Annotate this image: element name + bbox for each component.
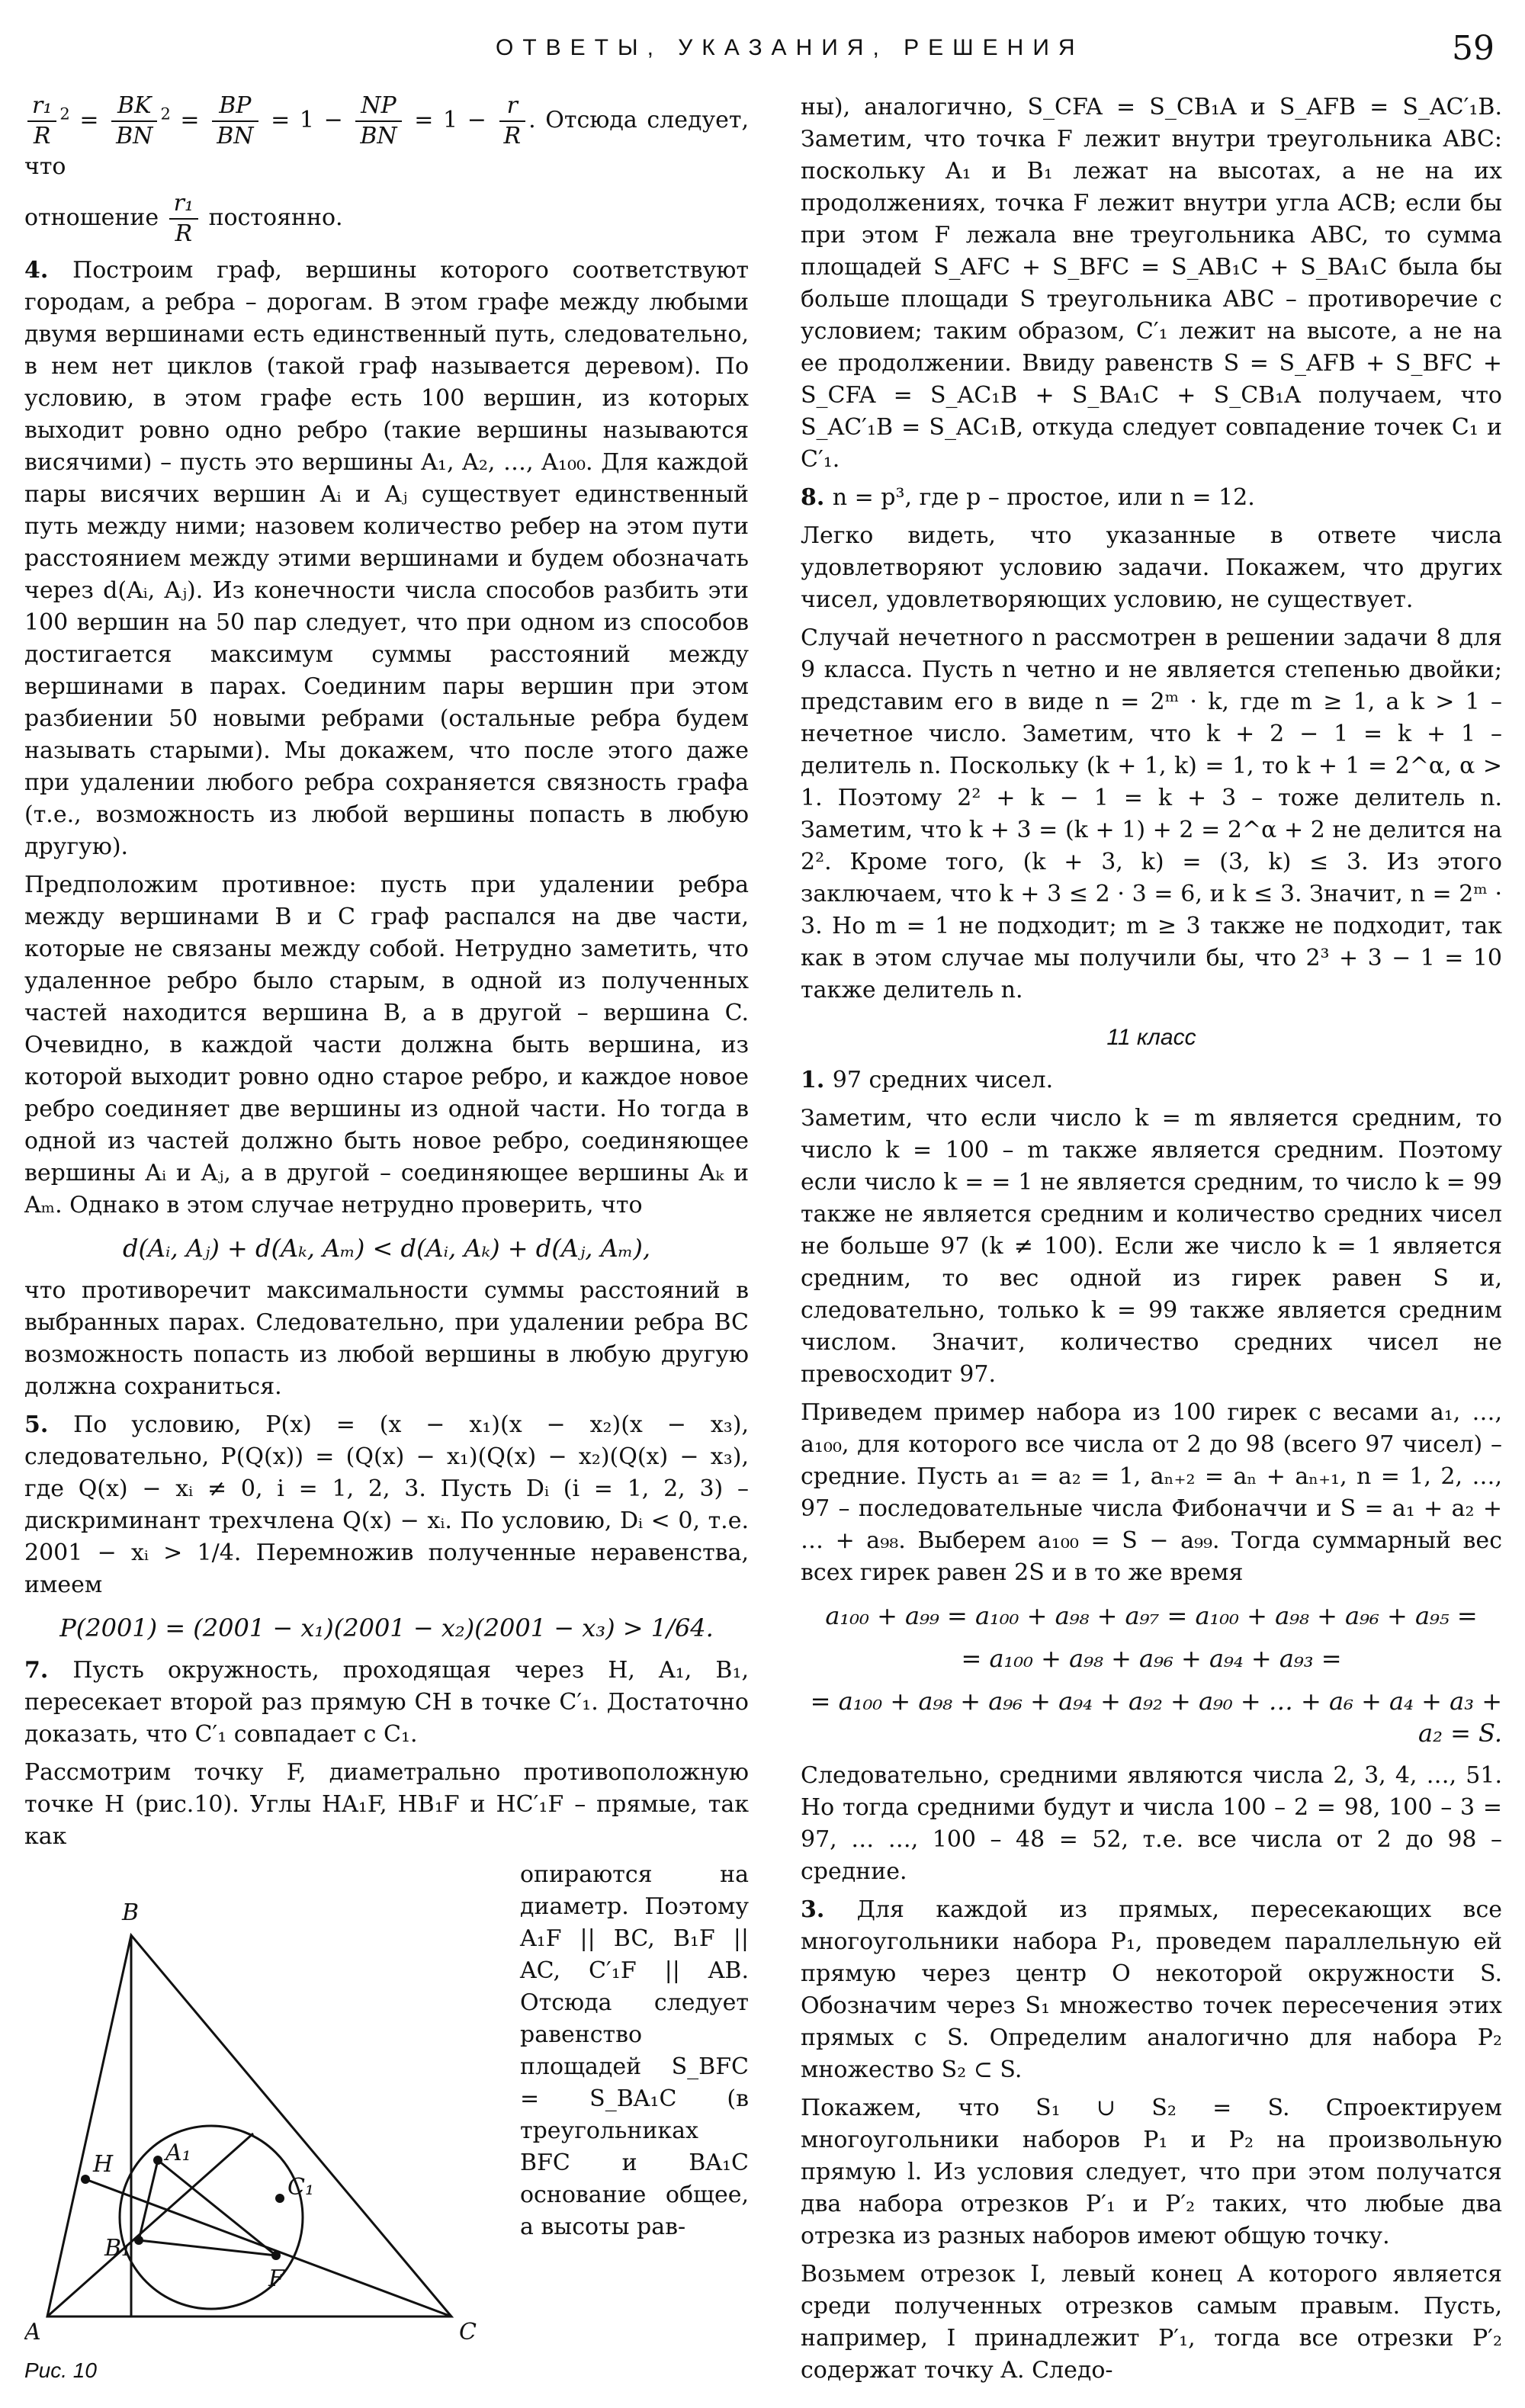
label-H: H	[93, 2151, 114, 2178]
problem-4-inequality: d(Aᵢ, Aⱼ) + d(Aₖ, Aₘ) < d(Aᵢ, Aₖ) + d(Aⱼ, Aₘ),	[122, 1234, 651, 1263]
ratio-equation: $\frac{\text{r₁}}{R}$ $^2$ = $\frac{BK}{BN}$ $^2$ = $\frac{BP}{BN}$ = 1 − $\frac{NP}{BN}$ = 1 − $\frac{r}{R}$ . Отсюда следует, что	[24, 92, 749, 180]
problem-8-para-2: Случай нечетного n рассмотрен в решении задачи 8 для 9 класса. Пусть n четно и не является степенью двойки; представим его в виде n = 2ᵐ · k, где m ≥ 1, а k > 1 – нечетное число. Заметим, что k + 2 − 1 = k + 1 – делитель n. Поскольку (k + 1, k) = 1, то k + 1 = 2^α, α > 1. Поэтому 2² + k − 1 = k + 3 – тоже делитель n. Заметим, что k + 3 = (k + 1) + 2 = 2^α + 2 не делится на 2². Кроме того, (k + 3, k) = (3, k) ≤ 3. Из этого заключаем, что k + 3 ≤ 2 · 3 = 6, и k ≤ 3. Значит, n = 2ᵐ · 3. Но m = 1 не подходит; m ≥ 3 также не подходит, так как в этом случае мы получили бы, что 2³ + 3 − 1 = 10 также делитель n.	[801, 624, 1502, 1003]
left-column	[24, 92, 749, 2408]
problem-3-para-3: Возьмем отрезок I, левый конец A которого является среди полученных отрезков самым правым. Пусть, например, I принадлежит P′₁, тогда все отрезки P′₂ содержат точку A. Следо-	[801, 2261, 1502, 2384]
label-A1: A₁	[165, 2140, 191, 2166]
problem-3-para-2: Покажем, что S₁ ∪ S₂ = S. Спроектируем многоугольники наборов P₁ и P₂ на произвольную прямую l. Из условия следует, что при этом получатся два набора отрезков P′₁ и P′₂ таких, что любые два отрезка из разных наборов имеют общую точку.	[801, 2095, 1502, 2249]
page-header	[0, 29, 1525, 75]
problem-8-answer: 8. n = p³, где p – простое, или n = 12.	[801, 484, 1255, 511]
label-F: F	[268, 2265, 284, 2292]
problem-1-eq-line-1: a₁₀₀ + a₉₉ = a₁₀₀ + a₉₈ + a₉₇ = a₁₀₀ + a₉₈ + a₉₆ + a₉₅ =	[825, 1601, 1478, 1630]
problem-7-intro: 7. Пусть окружность, проходящая через H, A₁, B₁, пересекает второй раз прямую CH в точке C′₁. Достаточно доказать, что C′₁ совпадает с C₁.	[24, 1657, 750, 1748]
right-column	[801, 92, 1502, 2393]
problem-4-conclusion: что противоречит максимальности суммы расстояний в выбранных парах. Следовательно, при удалении ребра BC возможность попасть из любой вершины в любую другую должна сохраниться.	[24, 1277, 749, 1400]
figure-10-block	[24, 1859, 749, 2408]
problem-7-continuation: ны), аналогично, S_CFA = S_CB₁A и S_AFB = S_AC′₁B. Заметим, что точка F лежит внутри треугольника ABC: поскольку A₁ и B₁ лежат на высотах, а не на их продолжениях, точка F лежит внутри угла ACB; если бы при этом F лежала вне треугольника ABC, то сумма площадей S_AFC + S_BFC = S_AB₁C + S_BA₁C была бы больше площади S треугольника ABC – противоречие с условием; таким образом, C′₁ лежит на высоте, а не на ее продолжении. Ввиду равенств S = S_AFB + S_BFC + S_CFA = S_AC₁B + S_BA₁C + S_CB₁A получаем, что S_AC′₁B = S_AC₁B, откуда следует совпадение точек C₁ и C′₁.	[801, 94, 1502, 473]
figure-10-diagram	[24, 1859, 505, 2408]
label-C: C	[459, 2319, 477, 2345]
problem-8-para-1: Легко видеть, что указанные в ответе числа удовлетворяют условию задачи. Покажем, что других чисел, удовлетворяющих условию, не существует.	[801, 522, 1502, 613]
label-B1: B₁	[104, 2235, 131, 2262]
problem-1-para-1: Заметим, что если число k = m является средним, то число k = 100 – m также является средним. Поэтому если число k = = 1 не является средним, то число k = 99 также не является средним и количество средних чисел не больше 97 (k ≠ 100). Если же число k = 1 является средним, то вес одной из гирек равен S и, следовательно, только k = 99 также является средним числом. Значит, количество средних чисел не превосходит 97.	[801, 1105, 1502, 1388]
section-heading: 11 класс	[1106, 1025, 1196, 1050]
problem-3-para-1: 3. Для каждой из прямых, пересекающих все многоугольники набора P₁, проведем параллельную ей прямую через центр O некоторой окружности S. Обозначим через S₁ множество точек пересечения этих прямых с S. Определим аналогично для набора P₂ множество S₂ ⊂ S.	[801, 1896, 1503, 2083]
problem-7-side-text: опираются на диаметр. Поэтому A₁F || BC, B₁F || AC, C′₁F || AB. Отсюда следует равенство площадей S_BFC = S_BA₁C (в треугольниках BFC и BA₁C основание общее, а высоты рав-	[520, 1861, 749, 2240]
running-title: ОТВЕТЫ, УКАЗАНИЯ, РЕШЕНИЯ	[496, 35, 1084, 60]
problem-1-conclusion: Следовательно, средними являются числа 2, 3, 4, …, 51. Но тогда средними будут и числа 100 – 2 = 98, 100 – 3 = 97, … …, 100 – 48 = 52, т.е. все числа от 2 до 98 – средние.	[801, 1762, 1502, 1885]
ratio-constant: отношение $\frac{\text{r₁}}{R}$ постоянно.	[24, 190, 343, 247]
problem-5: 5. По условию, P(x) = (x − x₁)(x − x₂)(x − x₃), следовательно, P(Q(x)) = (Q(x) − x₁)(Q(x) − x₂)(Q(x) − x₃), где Q(x) − xᵢ ≠ 0, i = 1, 2, 3. Пусть Dᵢ (i = 1, 2, 3) – дискриминант трехчлена Q(x) − xᵢ. По условию, Dᵢ < 0, т.е. 2001 − xᵢ > 1/4. Перемножив полученные неравенства, имеем	[24, 1411, 749, 1598]
problem-1-eq-line-2: = a₁₀₀ + a₉₈ + a₉₆ + a₉₄ + a₉₃ =	[961, 1644, 1342, 1673]
label-B: B	[122, 1899, 140, 1926]
problem-5-equation: P(2001) = (2001 − x₁)(2001 − x₂)(2001 − x₃) > 1/64.	[59, 1613, 714, 1642]
problem-1-para-2: Приведем пример набора из 100 гирек с весами a₁, …, a₁₀₀, для которого все числа от 2 до 98 (всего 97 чисел) – средние. Пусть a₁ = a₂ = 1, aₙ₊₂ = aₙ + aₙ₊₁, n = 1, 2, …, 97 – последовательные числа Фибоначчи и S = a₁ + a₂ + … + a₉₈. Выберем a₁₀₀ = S − a₉₉. Тогда суммарный вес всех гирек равен 2S и в то же время	[801, 1399, 1502, 1586]
problem-7-consider: Рассмотрим точку F, диаметрально противоположную точке H (рис.10). Углы HA₁F, HB₁F и HC′₁F – прямые, так как	[24, 1759, 749, 1850]
label-A: A	[24, 2319, 41, 2345]
problem-1-answer: 1. 97 средних чисел.	[801, 1067, 1054, 1093]
problem-4-para-2: Предположим противное: пусть при удалении ребра между вершинами B и C граф распался на две части, которые не связаны между собой. Нетрудно заметить, что удаленное ребро было старым, в одной из полученных частей находится вершина B, а в другой – вершина C. Очевидно, в каждой части должна быть вершина, из которой выходит ровно одно старое ребро, и каждое новое ребро соединяет две вершины из одной части. Но тогда в одной из частей должно быть новое ребро, соединяющее вершины Aᵢ и Aⱼ, а в другой – соединяющее вершины Aₖ и Aₘ. Однако в этом случае нетрудно проверить, что	[24, 872, 749, 1218]
problem-1-eq-line-3: = a₁₀₀ + a₉₈ + a₉₆ + a₉₄ + a₉₂ + a₉₀ + … + a₆ + a₄ + a₃ + a₂ = S.	[810, 1687, 1502, 1748]
problem-4-para-1: 4. Построим граф, вершины которого соответствуют городам, а ребра – дорогам. В этом графе между любыми двумя вершинами есть единственный путь, следовательно, в нем нет циклов (такой граф называется деревом). По условию, в этом графе есть 100 вершин, из которых выходит ровно одно ребро (такие вершины называются висячими) – пусть это вершины A₁, A₂, …, A₁₀₀. Для каждой пары висячих вершин Aᵢ и Aⱼ существует единственный путь между ними; назовем количество ребер на этом пути расстоянием между этими вершинами и будем обозначать через d(Aᵢ, Aⱼ). Из конечности числа способов разбить эти 100 вершин на 50 пар следует, что при одном из способов достигается максимум суммы расстояний между вершинами в парах. Соединим пары вершин при этом разбиении 50 новыми ребрами (остальные ребра будем называть старыми). Мы докажем, что после этого даже при удалении любого ребра сохраняется связность графа (т.е., возможность из любой вершины попасть в любую другую).	[24, 257, 750, 860]
label-C1: C₁	[287, 2174, 314, 2201]
page-number: 59	[1452, 29, 1494, 68]
figure-caption: Рис. 10	[24, 2358, 97, 2382]
